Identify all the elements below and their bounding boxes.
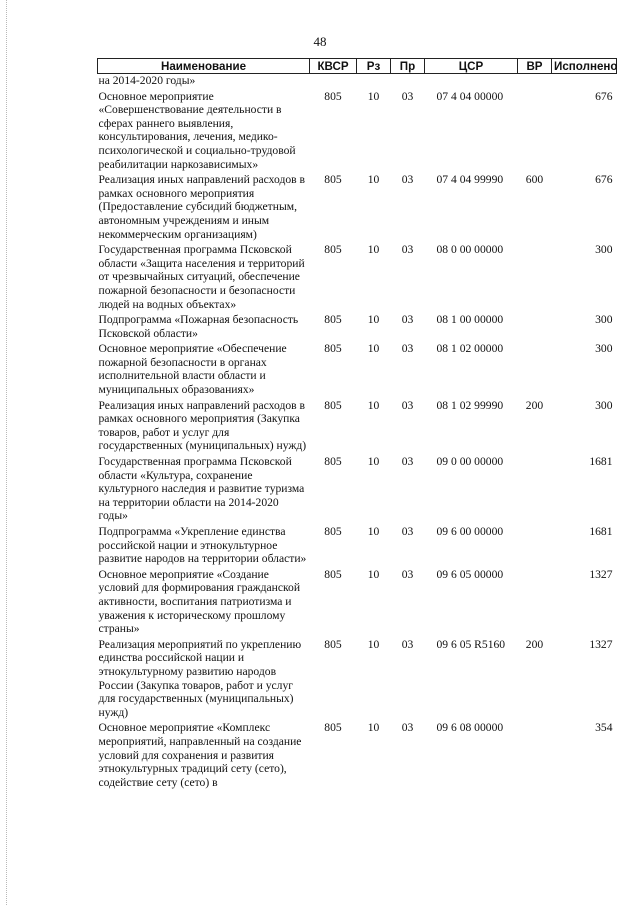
row-vr	[518, 74, 552, 90]
budget-table	[97, 58, 617, 791]
row-pr: 03	[401, 342, 414, 356]
row-csr: 09 6 08 00000	[436, 721, 504, 735]
table-row	[98, 721, 617, 791]
row-executed: 300	[595, 313, 613, 327]
row-vr	[518, 525, 552, 568]
row-executed: 676	[595, 89, 613, 103]
table-header	[98, 59, 617, 74]
row-executed: 1327	[589, 567, 613, 581]
row-csr: 09 6 05 00000	[436, 567, 504, 581]
row-pr: 03	[401, 398, 414, 412]
row-kvsr: 805	[324, 525, 342, 538]
row-rz: 10	[367, 721, 380, 735]
row-name: Основное мероприятие «Комплекс мероприятий, направленный на создание условий для сохранения и развития этнокультурных традиций сету (сето), содействие сету (сето) в	[98, 721, 302, 789]
row-csr: 09 6 05 R5160	[436, 637, 506, 651]
row-csr: 08 1 00 00000	[436, 313, 504, 327]
row-rz: 10	[367, 243, 380, 257]
row-vr: 200	[525, 637, 544, 651]
row-vr: 600	[525, 173, 544, 187]
page-number: 48	[313, 34, 327, 49]
row-csr: 09 0 00 00000	[436, 455, 504, 469]
row-name: Реализация мероприятий по укреплению единства российской нации и этнокультурному развитию народов России (Закупка товаров, работ и услуг для государственных (муниципальных) нужд)	[98, 637, 302, 719]
row-rz: 10	[367, 398, 380, 412]
row-csr: 08 0 00 00000	[436, 243, 504, 257]
row-vr	[518, 313, 552, 342]
row-vr	[518, 721, 552, 791]
row-name: на 2014-2020 годы»	[98, 74, 196, 87]
table-row	[98, 313, 617, 342]
row-pr: 03	[401, 173, 414, 187]
row-executed: 300	[595, 342, 613, 356]
row-rz: 10	[367, 525, 380, 538]
header-vr: ВР	[518, 59, 552, 74]
row-pr: 03	[401, 313, 414, 327]
header-executed: Исполнено	[552, 59, 617, 74]
row-pr: 03	[401, 567, 414, 581]
table-row	[98, 568, 617, 638]
row-kvsr: 805	[324, 455, 342, 469]
row-csr: 07 4 04 99990	[436, 173, 504, 187]
row-kvsr: 805	[324, 398, 342, 412]
row-vr	[518, 243, 552, 313]
row-name: Реализация иных направлений расходов в рамках основного мероприятия (Предоставление субсидий бюджетным, автономным учреждениям и иным некоммерческим организациям)	[98, 173, 305, 241]
row-rz: 10	[367, 342, 380, 356]
row-kvsr	[310, 74, 357, 90]
table-row	[98, 455, 617, 525]
row-executed: 676	[595, 173, 613, 187]
row-pr	[391, 74, 425, 90]
header-rz: Рз	[357, 59, 391, 74]
row-rz	[357, 74, 391, 90]
row-vr	[518, 568, 552, 638]
row-rz: 10	[367, 313, 380, 327]
row-pr: 03	[401, 525, 414, 538]
row-csr: 09 6 00 00000	[436, 525, 504, 538]
header-name: Наименование	[98, 59, 310, 74]
row-kvsr: 805	[324, 243, 342, 257]
row-name: Основное мероприятие «Совершенствование деятельности в сферах раннего выявления, консультирования, лечения, медико-психологической и социально-трудовой реабилитации наркозависимых»	[98, 89, 296, 171]
scan-edge-marks	[6, 0, 8, 905]
row-kvsr: 805	[324, 313, 342, 327]
row-name: Основное мероприятие «Создание условий для формирования гражданской активности, воспитания патриотизма и уважения к историческому прошлому страны»	[98, 567, 301, 636]
row-executed: 354	[595, 721, 613, 735]
row-name: Основное мероприятие «Обеспечение пожарной безопасности в органах исполнительной власти области и муниципальных образованиях»	[98, 342, 287, 397]
row-csr: 07 4 04 00000	[436, 89, 504, 103]
table-row	[98, 74, 617, 90]
table-row	[98, 525, 617, 568]
row-kvsr: 805	[324, 567, 342, 581]
row-csr	[425, 74, 518, 90]
row-executed: 300	[595, 398, 613, 412]
row-name: Государственная программа Псковской области «Защита населения и территорий от чрезвычайных ситуаций, обеспечение пожарной безопасности и безопасности людей на водных объектах»	[98, 243, 305, 311]
table-row	[98, 342, 617, 398]
row-name: Государственная программа Псковской области «Культура, сохранение культурного наследия и развитие туризма на территории области на 2014-2020 годы»	[98, 455, 305, 523]
row-vr	[518, 90, 552, 174]
row-executed: 300	[595, 243, 613, 257]
row-executed	[552, 74, 617, 90]
row-rz: 10	[367, 89, 380, 103]
header-pr: Пр	[391, 59, 425, 74]
row-rz: 10	[367, 567, 380, 581]
table-row	[98, 638, 617, 722]
row-csr: 08 1 02 00000	[436, 342, 504, 356]
row-vr	[518, 455, 552, 525]
header-kvsr: КВСР	[310, 59, 357, 74]
row-csr: 08 1 02 99990	[436, 398, 504, 412]
row-pr: 03	[401, 455, 414, 469]
table-row	[98, 173, 617, 243]
row-rz: 10	[367, 173, 380, 187]
row-vr: 200	[525, 398, 544, 412]
row-kvsr: 805	[324, 721, 342, 735]
row-pr: 03	[401, 243, 414, 257]
row-rz: 10	[367, 455, 380, 469]
table-row	[98, 90, 617, 174]
row-kvsr: 805	[324, 342, 342, 356]
row-pr: 03	[401, 637, 414, 651]
row-kvsr: 805	[324, 637, 342, 651]
header-csr: ЦСР	[425, 59, 518, 74]
row-pr: 03	[401, 89, 414, 103]
row-name: Подпрограмма «Пожарная безопасность Псковской области»	[98, 313, 299, 340]
row-name: Подпрограмма «Укрепление единства российской нации и этнокультурное развитие народов на территории области»	[98, 525, 307, 566]
row-pr: 03	[401, 721, 414, 735]
table-row	[98, 243, 617, 313]
row-rz: 10	[367, 637, 380, 651]
table-row	[98, 399, 617, 455]
row-vr	[518, 342, 552, 398]
row-executed: 1327	[589, 637, 613, 651]
row-kvsr: 805	[324, 173, 342, 187]
row-executed: 1681	[589, 455, 613, 469]
row-kvsr: 805	[324, 89, 342, 103]
row-executed: 1681	[589, 525, 613, 538]
row-name: Реализация иных направлений расходов в рамках основного мероприятия (Закупка товаров, работ и услуг для государственных (муниципальных) нужд)	[98, 398, 307, 453]
